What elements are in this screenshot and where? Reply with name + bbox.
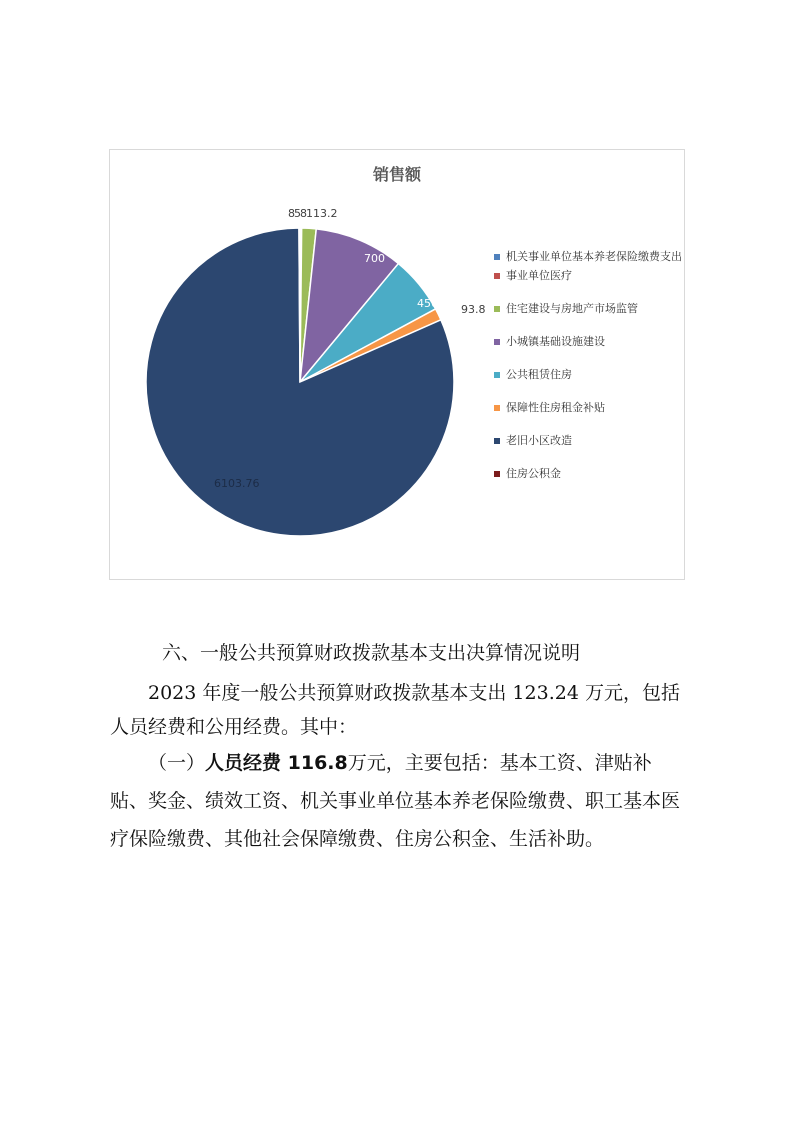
legend-item-6 — [494, 401, 684, 415]
personnel-expenses-text: 万元，主要包括：基本工资、津贴补贴、奖金、绩效工资、机关事业单位基本养老保险缴费、职工基本医疗保险缴费、其他社会保障缴费、住房公积金、生活补助。 — [110, 752, 681, 850]
legend-swatch — [494, 254, 500, 260]
data-label-2: 5 — [294, 207, 301, 220]
legend-label: 住房公积金 — [506, 467, 561, 480]
legend-label: 保障性住房租金补贴 — [506, 401, 605, 414]
legend-label: 住宅建设与房地产市场监管 — [506, 302, 638, 315]
data-label-6: 93.8 — [461, 303, 486, 316]
chart-legend — [494, 250, 684, 500]
legend-item-7 — [494, 434, 684, 448]
legend-label: 事业单位医疗 — [506, 269, 572, 282]
legend-item-8 — [494, 467, 684, 481]
legend-swatch — [494, 339, 500, 345]
legend-item-2 — [494, 269, 684, 283]
document-body — [110, 640, 680, 858]
legend-label: 老旧小区改造 — [506, 434, 572, 447]
legend-swatch — [494, 372, 500, 378]
item-prefix: （一） — [148, 752, 206, 774]
legend-swatch — [494, 471, 500, 477]
chart-container — [109, 149, 685, 580]
section-heading: 六、一般公共预算财政拨款基本支出决算情况说明 — [162, 642, 581, 664]
data-label-3: 113.2 — [306, 207, 338, 220]
data-label-7: 6103.76 — [214, 477, 260, 490]
data-label-4: 700 — [364, 252, 385, 265]
paragraph-basic-expenditure: 2023 年度一般公共预算财政拨款基本支出 123.24 万元，包括人员经费和公用经费。其中： — [110, 682, 680, 738]
legend-item-3 — [494, 302, 684, 316]
pie-slice-8 — [299, 228, 300, 382]
legend-item-5 — [494, 368, 684, 382]
paragraph-personnel-expenses — [110, 744, 680, 858]
data-label-5: 456.9 — [417, 297, 449, 310]
legend-swatch — [494, 273, 500, 279]
legend-swatch — [494, 306, 500, 312]
legend-label: 小城镇基础设施建设 — [506, 335, 605, 348]
data-label-1: 8 — [288, 207, 295, 220]
legend-item-1 — [494, 250, 684, 264]
personnel-expenses-bold: 人员经费 116.8 — [205, 752, 348, 774]
legend-item-4 — [494, 335, 684, 349]
data-label-8: 8 — [300, 207, 307, 220]
legend-swatch — [494, 438, 500, 444]
legend-label: 公共租赁住房 — [506, 368, 572, 381]
chart-title: 销售额 — [372, 165, 421, 184]
legend-label: 机关事业单位基本养老保险缴费支出 — [506, 250, 682, 263]
legend-swatch — [494, 405, 500, 411]
